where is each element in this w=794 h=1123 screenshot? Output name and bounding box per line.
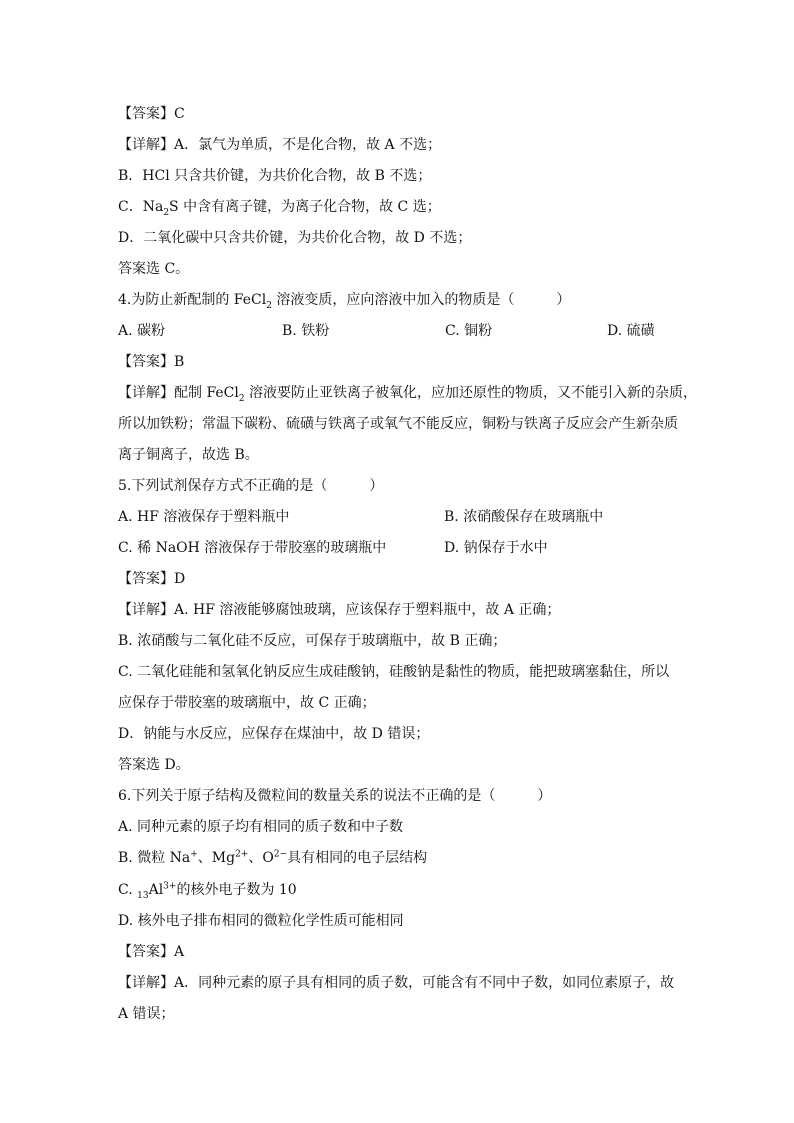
text-run: S 中含有离子键，为离子化合物，故 C 选；: [169, 199, 441, 215]
final-answer-line: 答案选 C。: [118, 261, 190, 277]
superscript: 3+: [163, 881, 177, 892]
question-5-final: 答案选 D。: [118, 757, 190, 773]
question-5-explanation: B. 浓硝酸与二氧化硅不反应，可保存于玻璃瓶中，故 B 正确；: [118, 633, 507, 649]
subscript: 2: [238, 393, 245, 404]
question-5-answer: 【答案】D: [118, 571, 186, 587]
question-6-option-b: [118, 848, 734, 868]
question-6-stem: 6.下列关于原子结构及微粒间的数量关系的说法不正确的是（ ）: [118, 788, 552, 804]
question-4-explanation: 离子铜离子，故选 B。: [118, 447, 259, 463]
text-run: 、Mg: [197, 850, 236, 866]
question-5-explanation: 应保存于带胶塞的玻璃瓶中，故 C 正确；: [118, 695, 376, 711]
question-6-answer: 【答案】A: [118, 944, 185, 960]
question-4-option-c: C. 铜粉: [445, 323, 493, 339]
text-run: 4.为防止新配制的 FeCl: [118, 292, 267, 308]
text-run: C．Na: [118, 199, 164, 215]
question-6-explanation: A 错误；: [118, 1006, 175, 1022]
text-run: 溶液要防止亚铁离子被氧化，应加还原性的物质，又不能引入新的杂质，: [244, 385, 698, 401]
explanation-line: 【详解】A．氯气为单质，不是化合物，故 A 不选；: [118, 137, 442, 153]
text-run: 溶液变质，应向溶液中加入的物质是（ ）: [271, 292, 571, 308]
question-5-explanation: C. 二氧化硅能和氢氧化钠反应生成硅酸钠，硅酸钠是黏性的物质，能把玻璃塞黏住，所以: [118, 664, 670, 680]
subscript: 13: [137, 890, 149, 901]
subscript: 2: [266, 300, 272, 311]
question-4-option-d: D. 硫磺: [607, 323, 655, 339]
explanation-line: [118, 197, 734, 217]
question-4-option-a: A. 碳粉: [118, 323, 166, 339]
question-4-explanation: [118, 383, 734, 403]
question-5-option-b: B. 浓硝酸保存在玻璃瓶中: [444, 509, 604, 525]
text-run: 【详解】配制 FeCl: [118, 385, 239, 401]
question-4-explanation: 所以加铁粉；常温下碳粉、硫磺与铁离子或氧气不能反应，铜粉与铁离子反应会产生新杂质: [118, 416, 678, 432]
superscript: +: [190, 849, 198, 860]
question-6-option-c: [118, 880, 734, 900]
question-5-option-c: C. 稀 NaOH 溶液保存于带胶塞的玻璃瓶中: [118, 540, 387, 556]
text-run: 、O: [248, 850, 274, 866]
explanation-line: B．HCl 只含共价键，为共价化合物，故 B 不选；: [118, 168, 432, 184]
question-6-option-d: D. 核外电子排布相同的微粒化学性质可能相同: [118, 913, 404, 929]
superscript: 2−: [273, 849, 288, 860]
explanation-line: D．二氧化碳中只含共价键，为共价化合物，故 D 不选；: [118, 230, 472, 246]
question-5-stem: 5.下列试剂保存方式不正确的是（ ）: [118, 478, 384, 494]
subscript: 2: [163, 207, 170, 218]
question-6-explanation: 【详解】A．同种元素的原子具有相同的质子数，可能含有不同中子数，如同位素原子，故: [118, 975, 675, 991]
text-run: B. 微粒 Na: [118, 850, 191, 866]
question-5-option-a: A. HF 溶液保存于塑料瓶中: [118, 509, 290, 525]
text-run: Al: [148, 882, 164, 898]
answer-line: 【答案】C: [118, 106, 185, 122]
question-5-explanation: 【详解】A. HF 溶液能够腐蚀玻璃，应该保存于塑料瓶中，故 A 正确；: [118, 602, 561, 618]
question-4-stem: [118, 290, 734, 310]
question-5-explanation: D．钠能与水反应，应保存在煤油中，故 D 错误；: [118, 726, 430, 742]
text-run: 具有相同的电子层结构: [287, 850, 428, 866]
text-run: C.: [118, 882, 138, 898]
superscript: 2+: [235, 849, 249, 860]
question-5-option-d: D. 钠保存于水中: [444, 540, 548, 556]
question-4-option-b: B. 铁粉: [282, 323, 330, 339]
question-6-option-a: A. 同种元素的原子均有相同的质子数和中子数: [118, 819, 404, 835]
text-run: 的核外电子数为 10: [176, 882, 297, 898]
question-4-answer: 【答案】B: [118, 354, 185, 370]
